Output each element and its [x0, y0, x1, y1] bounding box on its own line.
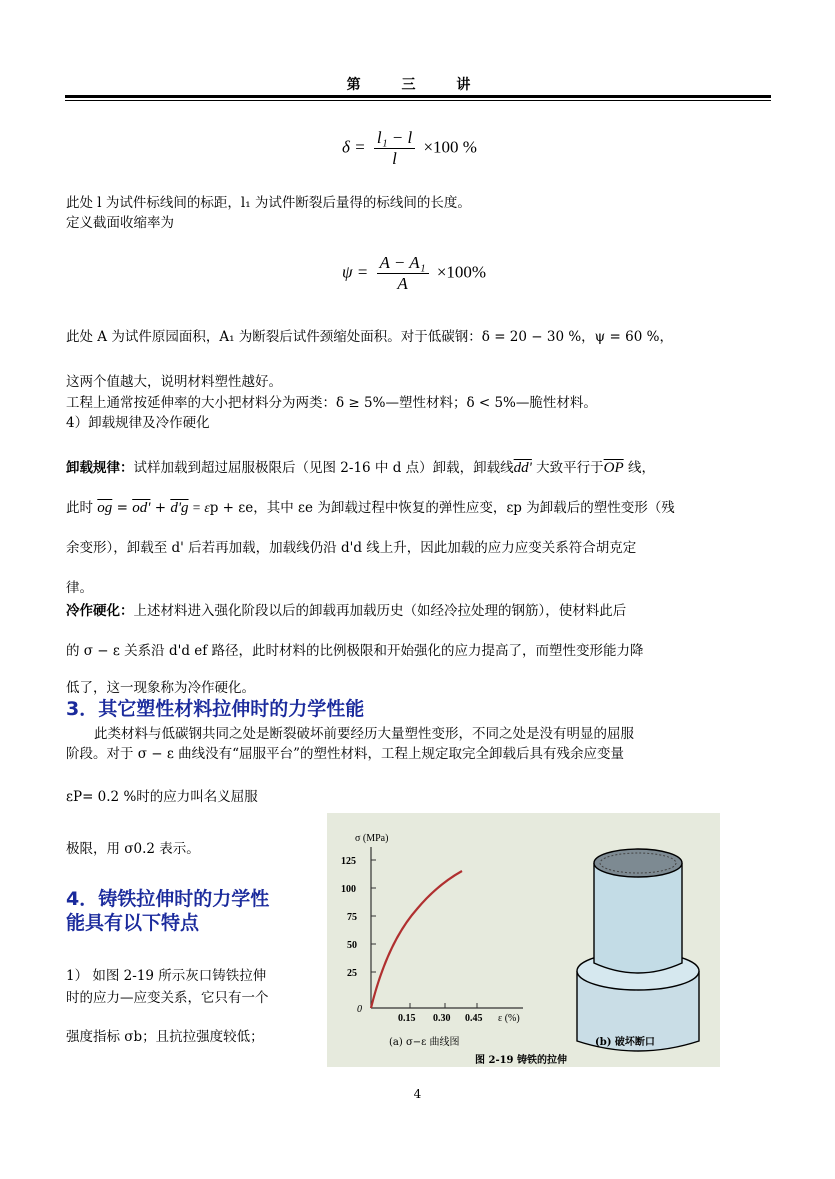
header-rule-thin	[65, 100, 771, 101]
paragraph: 定义截面收缩率为	[66, 215, 174, 231]
y-tick-label: 125	[341, 856, 356, 867]
paragraph: 4）卸载规律及冷作硬化	[66, 415, 210, 431]
eq1-fraction	[374, 128, 415, 169]
header-rule	[65, 95, 771, 98]
paragraph: 强度指标 σb；且抗拉强度较低；	[66, 1029, 264, 1045]
text: +	[150, 500, 171, 516]
subcaption-a: (a) σ−ε 曲线图	[389, 1037, 460, 1048]
text: =	[112, 500, 133, 516]
fracture-specimen	[577, 849, 699, 1051]
eq1-lhs: δ =	[342, 137, 366, 157]
y-tick-label: 50	[347, 940, 357, 951]
paragraph: 时的应力—应变关系，它只有一个	[66, 990, 269, 1006]
text: 线，	[623, 460, 655, 476]
equation-elongation	[342, 128, 477, 169]
eq1-denominator: l	[392, 149, 397, 168]
eq2-fraction	[377, 253, 429, 294]
stress-strain-curve	[371, 871, 462, 1008]
eq1-rhs: ×100 %	[423, 137, 477, 157]
x-tick-label: 0.15	[398, 1013, 416, 1024]
term-cold-work: 冷作硬化：	[66, 603, 134, 619]
origin-label: 0	[357, 1004, 362, 1015]
paragraph-unloading-law	[66, 458, 655, 478]
eq2-denominator: A	[397, 274, 408, 293]
paragraph: 低了，这一现象称为冷作硬化。	[66, 680, 255, 696]
y-axis-label: σ (MPa)	[355, 833, 389, 844]
text: 大致平行于	[531, 460, 604, 476]
paragraph: 工程上通常按延伸率的大小把材料分为两类：δ ≥ 5%—塑性材料；δ < 5%—脆性材料。	[66, 395, 597, 411]
paragraph: 1） 如图 2-19 所示灰口铸铁拉伸	[66, 968, 267, 984]
paragraph-strain-relation	[66, 498, 675, 518]
section-heading-3: 3．其它塑性材料拉伸时的力学性能	[66, 698, 365, 720]
paragraph: 律。	[66, 580, 93, 596]
text: 上述材料进入强化阶段以后的卸载再加载历史（如经冷拉处理的钢筋），使材料此后	[133, 603, 627, 619]
eq2-numerator: A − A₁	[377, 253, 429, 274]
paragraph: 的 σ − ε 关系沿 d'd ef 路径，此时材料的比例极限和开始强化的应力提高了，而塑性变形能力降	[66, 643, 644, 659]
figure-graphic	[327, 813, 720, 1067]
overline-og: $\overline{og}$	[97, 500, 113, 516]
paragraph: 余变形），卸载至 d' 后若再加载，加载线仍沿 d'd 线上升，因此加载的应力应变关系符合胡克定	[66, 540, 637, 556]
specimen-neck	[594, 863, 682, 973]
overline-dg: d'g	[170, 500, 189, 516]
x-tick-label: 0.30	[433, 1013, 451, 1024]
x-tick-label: 0.45	[465, 1013, 483, 1024]
y-tick-label: 100	[341, 884, 356, 895]
paragraph: 此类材料与低碳钢共同之处是断裂破坏前要经历大量塑性变形，不同之处是没有明显的屈服	[94, 726, 634, 742]
paragraph: 此处 l 为试件标线间的标距，l₁ 为试件断裂后量得的标线间的长度。	[66, 195, 471, 211]
paragraph: εP= 0.2 %时的应力叫名义屈服	[66, 789, 258, 805]
page-number: 4	[413, 1087, 422, 1101]
paragraph-cold-work	[66, 601, 626, 621]
overline-od: od'	[132, 500, 151, 516]
text: 试样加载到超过屈服极限后（见图 2-16 中 d 点）卸载，卸载线	[133, 460, 514, 476]
figure-caption: 图 2-19 铸铁的拉伸	[475, 1055, 567, 1066]
section-heading-4-cont: 能具有以下特点	[66, 912, 200, 934]
paragraph: 这两个值越大，说明材料塑性越好。	[66, 374, 282, 390]
paragraph: 此处 A 为试件原园面积，A₁ 为断裂后试件颈缩处面积。对于低碳钢：δ = 20 − 30 %，ψ = 60 %，	[66, 329, 673, 345]
text: p + εe，其中 εe 为卸载过程中恢复的弹性应变，εp 为卸载后的塑性变形（残	[209, 500, 675, 516]
x-axis-label: ε (%)	[498, 1013, 520, 1024]
paragraph: 阶段。对于 σ − ε 曲线没有“屈服平台”的塑性材料，工程上规定取完全卸载后具有残余应变量	[66, 746, 624, 762]
y-tick-label: 25	[347, 968, 357, 979]
eq2-rhs: ×100%	[436, 262, 487, 282]
eq2-lhs: ψ =	[342, 262, 369, 282]
subcaption-b: (b) 破坏断口	[595, 1037, 655, 1048]
overline-op: $\overline{OP}$	[603, 460, 624, 476]
term-unloading-law: 卸载规律：	[66, 460, 134, 476]
overline-dd: dd'	[513, 460, 532, 476]
figure-cast-iron-tension	[327, 813, 720, 1067]
page-header-title: 第 三 讲	[346, 77, 489, 93]
eq1-numerator: l₁ − l	[374, 128, 415, 149]
section-heading-4: 4．铸铁拉伸时的力学性	[66, 888, 270, 910]
y-tick-label: 75	[347, 912, 357, 923]
text: 此时	[66, 500, 98, 516]
paragraph: 极限，用 σ0.2 表示。	[66, 841, 200, 857]
text: = ε	[188, 500, 210, 515]
equation-reduction-of-area	[342, 253, 486, 294]
